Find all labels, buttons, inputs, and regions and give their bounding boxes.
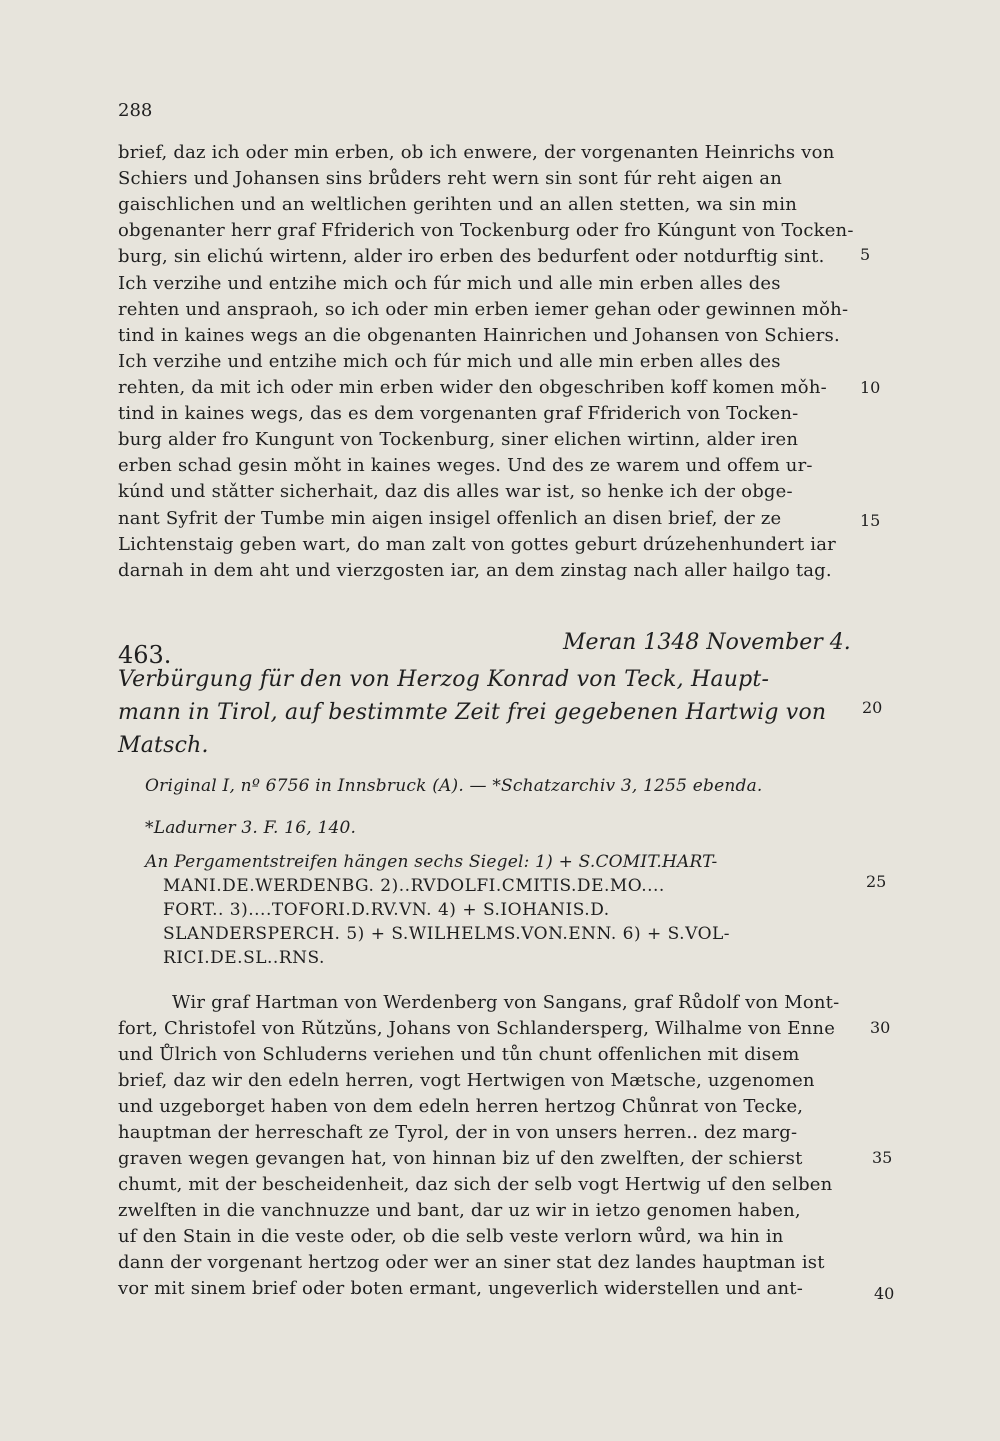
seal-line: MANI.DE.WERDENBG. 2)..RVDOLFI.CMITIS.DE.MO.... — [163, 876, 665, 896]
line-number: 25 — [866, 872, 887, 891]
text-line: tind in kaines wegs an die obgenanten Hainrichen und Johansen von Schiers. — [118, 325, 840, 346]
text-line: brief, daz wir den edeln herren, vogt Hertwigen von Mætsche, uzgenomen — [118, 1070, 815, 1091]
line-number: 35 — [872, 1148, 893, 1167]
text-line: rehten und anspraoh, so ich oder min erben iemer gehan oder gewinnen mǒh- — [118, 299, 849, 320]
line-number: 20 — [862, 698, 883, 717]
text-line: Wir graf Hartman von Werdenberg von Sangans, graf Růdolf von Mont- — [172, 992, 840, 1013]
line-number: 15 — [860, 511, 881, 530]
text-line: graven wegen gevangen hat, von hinnan biz uf den zwelften, der schierst — [118, 1148, 803, 1169]
seal-line: RICI.DE.SL..RNS. — [163, 948, 325, 968]
line-number: 30 — [870, 1018, 891, 1037]
text-line: Ich verzihe und entzihe mich och fúr mich und alle min erben alles des — [118, 273, 781, 294]
source-note: Original I, nº 6756 in Innsbruck (A). — *Schatzarchiv 3, 1255 ebenda. — [145, 776, 763, 796]
text-line: Lichtenstaig geben wart, do man zalt von gottes geburt drúzehenhundert iar — [118, 534, 836, 555]
text-line: gaischlichen und an weltlichen gerihten und an allen stetten, wa sin min — [118, 194, 798, 215]
line-number: 10 — [860, 378, 881, 397]
text-line: chumt, mit der bescheidenheit, daz sich der selb vogt Hertwig uf den selben — [118, 1174, 833, 1195]
text-line: kúnd und stǎtter sicherhait, daz dis alles war ist, so henke ich der obge- — [118, 481, 793, 502]
text-line: rehten, da mit ich oder min erben wider den obgeschriben koff komen mǒh- — [118, 377, 827, 398]
text-line: Ich verzihe und entzihe mich och fúr mich und alle min erben alles des — [118, 351, 781, 372]
line-number: 5 — [860, 245, 871, 264]
text-line: Schiers und Johansen sins brůders reht wern sin sont fúr reht aigen an — [118, 168, 782, 189]
source-note: *Ladurner 3. F. 16, 140. — [145, 818, 357, 838]
seal-line: SLANDERSPERCH. 5) + S.WILHELMS.VON.ENN. 6) + S.VOL- — [163, 924, 731, 944]
entry-date: Meran 1348 November 4. — [563, 630, 851, 655]
text-line: burg alder fro Kungunt von Tockenburg, siner elichen wirtinn, alder iren — [118, 429, 799, 450]
text-line: hauptman der herreschaft ze Tyrol, der in von unsers herren.. dez marg- — [118, 1122, 798, 1143]
entry-title-line: Matsch. — [118, 733, 209, 758]
text-line: vor mit sinem brief oder boten ermant, ungeverlich widerstellen und ant- — [118, 1278, 803, 1299]
entry-number: 463. — [118, 641, 172, 669]
page-number: 288 — [118, 100, 153, 121]
entry-title-line: Verbürgung für den von Herzog Konrad von Teck, Haupt- — [118, 667, 770, 692]
entry-title-line: mann in Tirol, auf bestimmte Zeit frei gegebenen Hartwig von — [118, 700, 827, 725]
text-line: darnah in dem aht und vierzgosten iar, an dem zinstag nach aller hailgo tag. — [118, 560, 832, 581]
seal-line: FORT.. 3)....TOFORI.D.RV.VN. 4) + S.IOHANIS.D. — [163, 900, 610, 920]
text-line: obgenanter herr graf Ffriderich von Tockenburg oder fro Kúngunt von Tocken- — [118, 220, 854, 241]
text-line: und Ůlrich von Schluderns veriehen und tůn chunt offenlichen mit disem — [118, 1044, 800, 1065]
text-line: uf den Stain in die veste oder, ob die selb veste verlorn wůrd, wa hin in — [118, 1226, 784, 1247]
text-line: und uzgeborget haben von dem edeln herren hertzog Chůnrat von Tecke, — [118, 1096, 804, 1117]
text-line: tind in kaines wegs, das es dem vorgenanten graf Ffriderich von Tocken- — [118, 403, 799, 424]
text-line: zwelften in die vanchnuzze und bant, dar uz wir in ietzo genomen haben, — [118, 1200, 801, 1221]
text-line: brief, daz ich oder min erben, ob ich enwere, der vorgenanten Heinrichs von — [118, 142, 835, 163]
text-line: dann der vorgenant hertzog oder wer an siner stat dez landes hauptman ist — [118, 1252, 825, 1273]
text-line: nant Syfrit der Tumbe min aigen insigel offenlich an disen brief, der ze — [118, 508, 782, 529]
text-line: burg, sin elichú wirtenn, alder iro erben des bedurfent oder notdurftig sint. — [118, 246, 825, 267]
text-line: fort, Christofel von Rǔtzǔns, Johans von Schlandersperg, Wilhalme von Enne — [118, 1018, 836, 1039]
seal-description: An Pergamentstreifen hängen sechs Siegel: 1) + S.COMIT.HART- — [145, 852, 718, 872]
line-number: 40 — [874, 1284, 895, 1303]
text-line: erben schad gesin mǒht in kaines weges. Und des ze warem und offem ur- — [118, 455, 813, 476]
